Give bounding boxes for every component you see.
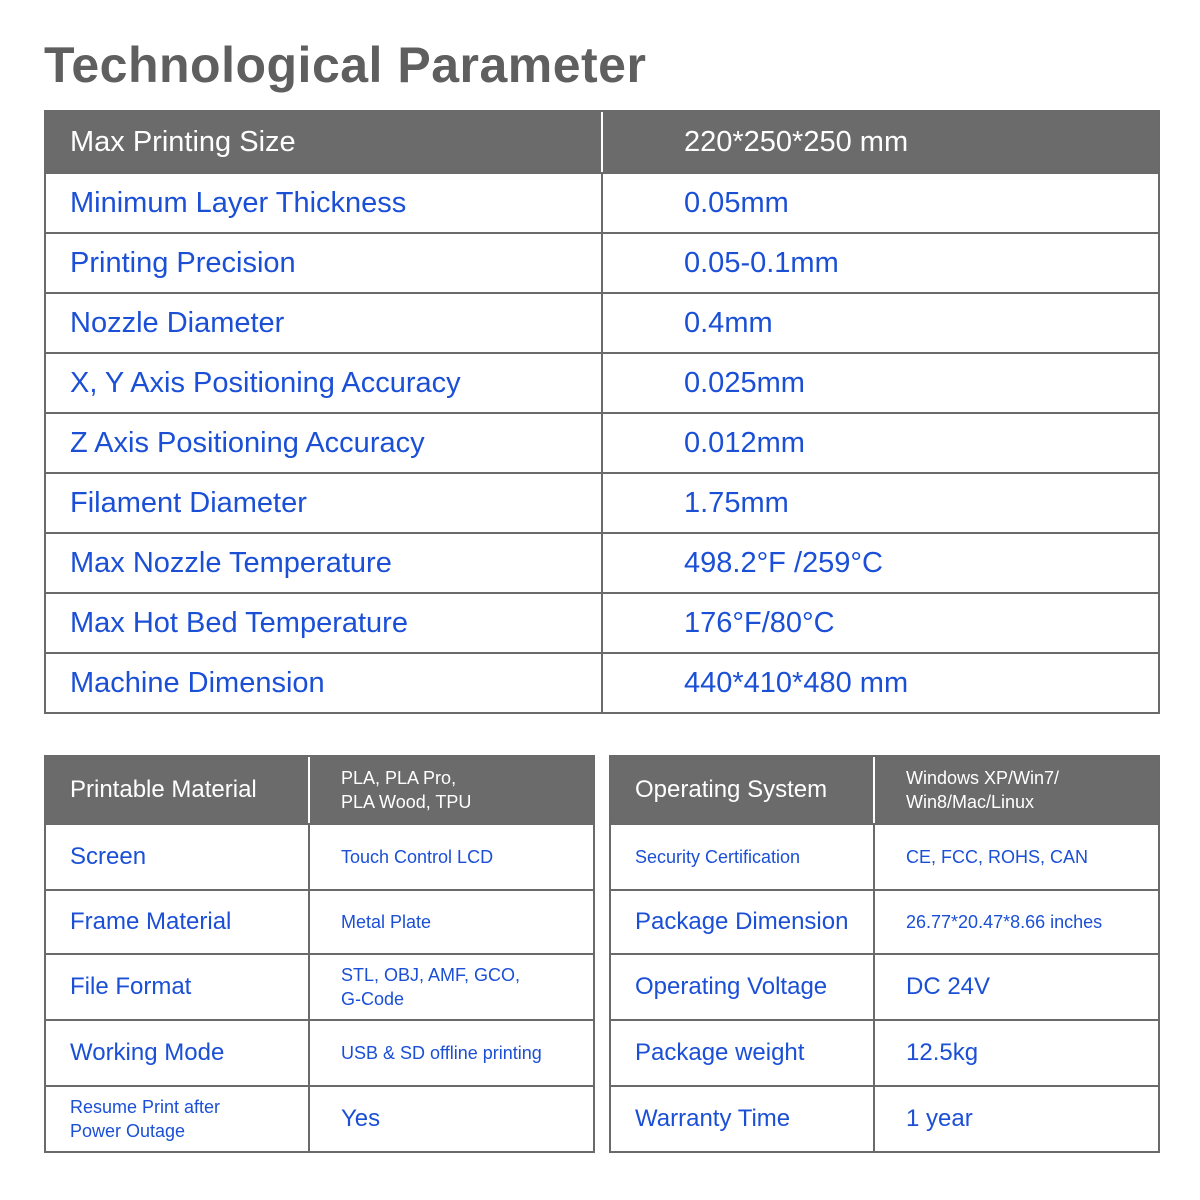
table-row — [46, 652, 1158, 712]
spec-label: Package weight — [611, 1021, 875, 1085]
spec-label: Screen — [46, 825, 310, 889]
spec-label: Frame Material — [46, 891, 310, 953]
right-spec-table — [609, 755, 1160, 1153]
spec-value: 1.75mm — [684, 486, 789, 519]
spec-value: 220*250*250 mm — [684, 125, 909, 158]
spec-label: Operating System — [611, 757, 875, 823]
spec-value: 26.77*20.47*8.66 inches — [906, 912, 1103, 932]
table-row — [46, 292, 1158, 352]
spec-label: Z Axis Positioning Accuracy — [46, 414, 603, 472]
left-spec-table — [44, 755, 595, 1153]
spec-value: STL, OBJ, AMF, GCO, G-Code — [341, 965, 521, 1009]
spec-label: Max Hot Bed Temperature — [46, 594, 603, 652]
table-row — [611, 823, 1158, 889]
spec-label: Nozzle Diameter — [46, 294, 603, 352]
main-spec-table — [44, 110, 1160, 714]
spec-label: Warranty Time — [611, 1087, 875, 1151]
table-row — [611, 1085, 1158, 1151]
spec-value: USB & SD offline printing — [341, 1043, 542, 1063]
spec-value: Metal Plate — [341, 912, 432, 932]
spec-value: 440*410*480 mm — [684, 666, 909, 699]
spec-label: Machine Dimension — [46, 654, 603, 712]
table-row — [611, 953, 1158, 1019]
spec-value: 176°F/80°C — [684, 606, 835, 639]
table-row — [46, 352, 1158, 412]
spec-label: Filament Diameter — [46, 474, 603, 532]
table-row — [46, 889, 593, 953]
spec-value: DC 24V — [906, 973, 991, 1000]
table-row — [46, 592, 1158, 652]
spec-value: 0.05mm — [684, 186, 789, 219]
spec-label: Printable Material — [46, 757, 310, 823]
table-row — [46, 532, 1158, 592]
spec-value: 0.012mm — [684, 426, 805, 459]
spec-label: Max Nozzle Temperature — [46, 534, 603, 592]
spec-value: Touch Control LCD — [341, 847, 494, 867]
table-row — [46, 232, 1158, 292]
spec-label: File Format — [46, 955, 310, 1019]
table-row — [46, 1019, 593, 1085]
page-title: Technological Parameter — [44, 37, 647, 93]
table-row — [46, 757, 593, 823]
table-row — [46, 112, 1158, 172]
spec-value: 0.05-0.1mm — [684, 246, 839, 279]
spec-value: 0.025mm — [684, 366, 805, 399]
spec-value: Yes — [341, 1105, 381, 1132]
table-row — [46, 953, 593, 1019]
table-row — [611, 889, 1158, 953]
spec-label: Working Mode — [46, 1021, 310, 1085]
spec-label: Printing Precision — [46, 234, 603, 292]
spec-value: CE, FCC, ROHS, CAN — [906, 847, 1089, 867]
spec-label: Max Printing Size — [46, 112, 603, 172]
spec-value: Windows XP/Win7/ Win8/Mac/Linux — [906, 768, 1060, 812]
table-row — [46, 823, 593, 889]
table-row — [611, 757, 1158, 823]
table-row — [46, 1085, 593, 1151]
table-row — [46, 412, 1158, 472]
table-row — [611, 1019, 1158, 1085]
spec-value: PLA, PLA Pro, PLA Wood, TPU — [341, 768, 472, 812]
spec-value: 498.2°F /259°C — [684, 546, 883, 579]
table-row — [46, 472, 1158, 532]
spec-label: Resume Print after Power Outage — [46, 1087, 310, 1151]
spec-label: X, Y Axis Positioning Accuracy — [46, 354, 603, 412]
spec-value: 12.5kg — [906, 1039, 979, 1066]
spec-value: 1 year — [906, 1105, 973, 1132]
table-row — [46, 172, 1158, 232]
spec-label: Minimum Layer Thickness — [46, 174, 603, 232]
spec-label: Package Dimension — [611, 891, 875, 953]
spec-value: 0.4mm — [684, 306, 773, 339]
spec-label: Security Certification — [611, 825, 875, 889]
spec-label: Operating Voltage — [611, 955, 875, 1019]
